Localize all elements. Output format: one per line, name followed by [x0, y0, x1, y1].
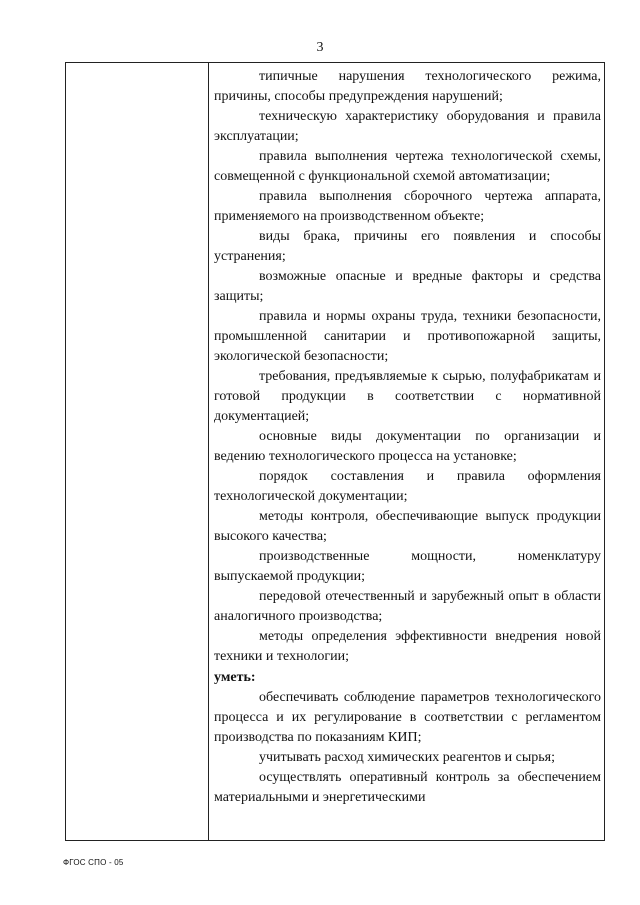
- footer-label: ФГОС СПО - 05: [63, 858, 124, 867]
- list-item: осуществлять оперативный контроль за обеспечением материальными и энергетическими: [214, 770, 601, 805]
- list-item: правила и нормы охраны труда, техники безопасности, промышленной санитарии и противопожарной защиты, экологической безопасности;: [214, 309, 601, 364]
- list-item: обеспечивать соблюдение параметров технологического процесса и их регулирование в соответствии с регламентом производства по показаниям КИП;: [214, 690, 601, 745]
- content-table: [65, 62, 605, 841]
- list-item: правила выполнения сборочного чертежа аппарата, применяемого на производственном объекте;: [214, 189, 601, 224]
- page-number: 3: [316, 40, 324, 55]
- list-item: типичные нарушения технологического режима, причины, способы предупреждения нарушений;: [214, 69, 601, 104]
- table-right-column: [214, 63, 601, 808]
- list-item: методы определения эффективности внедрения новой техники и технологии;: [214, 629, 601, 664]
- list-item: техническую характеристику оборудования и правила эксплуатации;: [214, 109, 601, 144]
- list-item: производственные мощности, номенклатуру выпускаемой продукции;: [214, 549, 601, 584]
- list-item: возможные опасные и вредные факторы и средства защиты;: [214, 269, 601, 304]
- list-item: порядок составления и правила оформления технологической документации;: [214, 469, 601, 504]
- list-item: правила выполнения чертежа технологической схемы, совмещенной с функциональной схемой автоматизации;: [214, 149, 601, 184]
- list-item: основные виды документации по организации и ведению технологического процесса на установке;: [214, 429, 601, 464]
- table-left-column: [66, 63, 209, 840]
- list-item: учитывать расход химических реагентов и сырья;: [259, 750, 555, 765]
- list-item: виды брака, причины его появления и способы устранения;: [214, 229, 601, 264]
- list-item: требования, предъявляемые к сырью, полуфабрикатам и готовой продукции в соответствии с нормативной документацией;: [214, 369, 601, 424]
- list-item: методы контроля, обеспечивающие выпуск продукции высокого качества;: [214, 509, 601, 544]
- list-item: передовой отечественный и зарубежный опыт в области аналогичного производства;: [214, 589, 601, 624]
- section-heading: уметь:: [214, 670, 256, 685]
